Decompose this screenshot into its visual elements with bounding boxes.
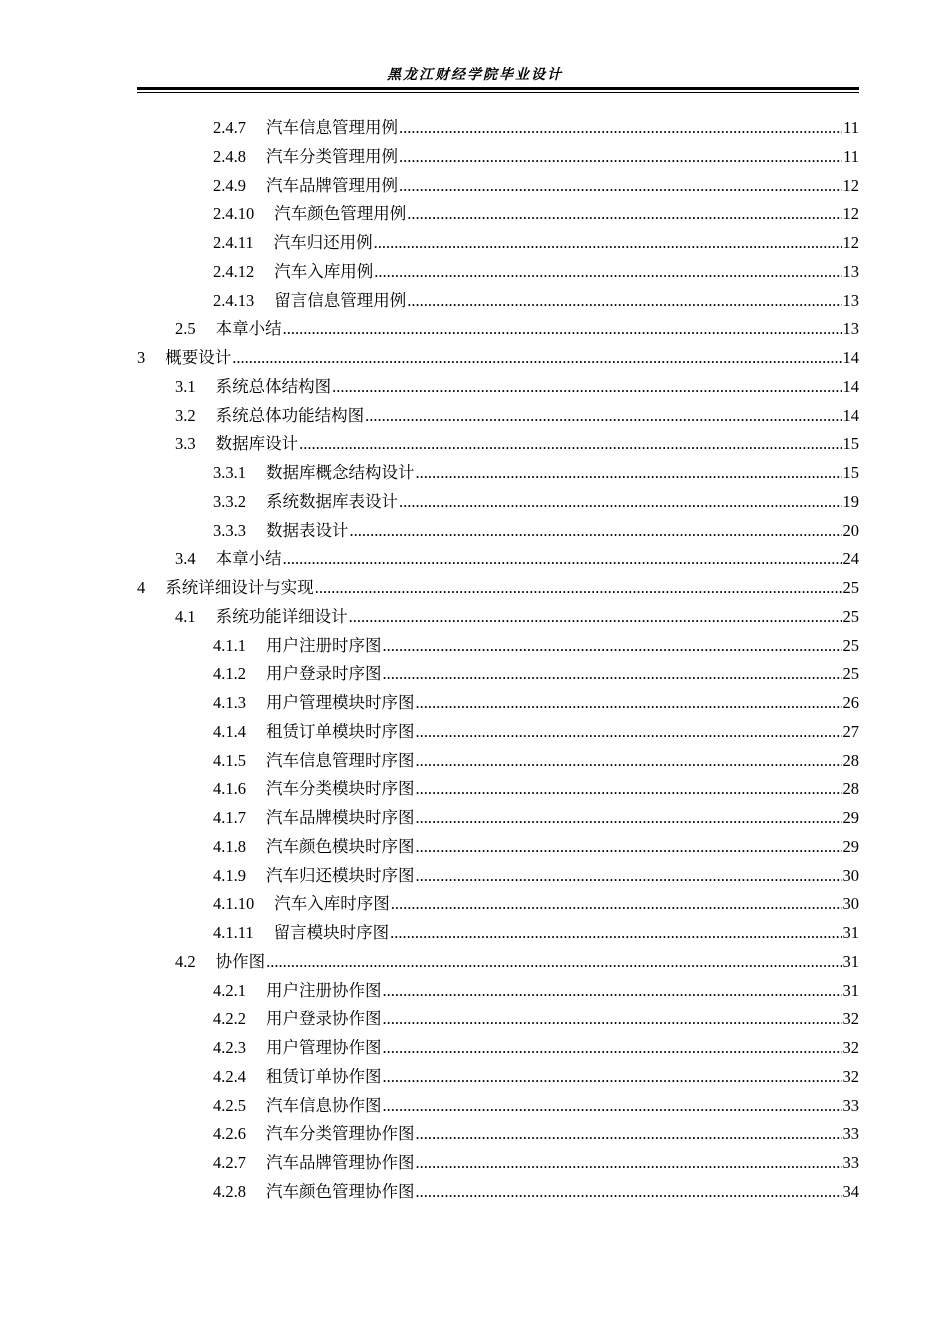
toc-leader-dots xyxy=(399,488,842,516)
toc-entry-page-number: 14 xyxy=(842,405,859,425)
toc-entry-title: 数据表设计 xyxy=(266,520,349,540)
toc-entry-title: 汽车信息管理用例 xyxy=(266,118,398,137)
toc-entry-number: 4.1.1 xyxy=(213,635,246,655)
toc-entry-title: 汽车分类模块时序图 xyxy=(266,779,415,799)
toc-entry-title: 本章小结 xyxy=(215,549,282,569)
toc-entry-title: 概要设计 xyxy=(165,348,232,367)
toc-entry[interactable] xyxy=(213,833,859,861)
toc-entry-page-number: 11 xyxy=(843,146,859,166)
toc-entry-title: 数据库概念结构设计 xyxy=(266,463,415,482)
toc-leader-dots xyxy=(416,747,842,775)
toc-entry-title: 系统数据库表设计 xyxy=(266,491,398,511)
toc-entry-number: 4.1.11 xyxy=(213,923,254,942)
toc-entry-page-number: 27 xyxy=(842,721,859,741)
toc-entry[interactable] xyxy=(213,660,859,688)
toc-leader-dots xyxy=(390,919,841,947)
toc-entry-title: 用户注册时序图 xyxy=(266,635,382,655)
toc-entry[interactable] xyxy=(175,545,859,573)
toc-leader-dots xyxy=(416,862,842,890)
toc-entry-page-number: 25 xyxy=(842,635,859,655)
toc-entry[interactable] xyxy=(175,373,859,401)
toc-entry[interactable] xyxy=(213,1178,859,1206)
toc-leader-dots xyxy=(383,660,842,688)
toc-entry-page-number: 11 xyxy=(843,118,859,137)
toc-entry-title: 汽车品牌管理用例 xyxy=(266,175,398,195)
toc-entry[interactable] xyxy=(213,804,859,832)
toc-leader-dots xyxy=(283,545,842,573)
toc-entry-title: 汽车分类管理协作图 xyxy=(266,1124,415,1144)
toc-entry-number: 4.2.8 xyxy=(213,1181,246,1201)
toc-leader-dots xyxy=(266,948,841,976)
toc-entry[interactable] xyxy=(175,430,859,458)
toc-entry-page-number: 28 xyxy=(842,779,859,799)
toc-entry-number: 4.1.6 xyxy=(213,779,246,799)
toc-entry-title: 用户管理模块时序图 xyxy=(266,693,415,712)
toc-leader-dots xyxy=(416,718,842,746)
toc-entry-page-number: 34 xyxy=(842,1181,859,1201)
toc-entry[interactable] xyxy=(213,890,859,918)
toc-entry-title: 汽车入库用例 xyxy=(274,261,374,281)
toc-entry-page-number: 13 xyxy=(842,290,859,310)
toc-entry[interactable] xyxy=(213,862,859,890)
toc-entry-title: 汽车入库时序图 xyxy=(274,894,390,914)
toc-entry-number: 4.1.2 xyxy=(213,664,246,684)
toc-entry-title: 留言信息管理用例 xyxy=(274,290,407,310)
toc-entry-number: 4.1.9 xyxy=(213,865,246,885)
toc-entry[interactable] xyxy=(213,1063,859,1091)
toc-leader-dots xyxy=(374,258,841,286)
toc-entry-number: 2.4.11 xyxy=(213,233,254,252)
toc-entry-number: 4.2.7 xyxy=(213,1153,246,1172)
toc-entry-title: 用户登录时序图 xyxy=(266,664,382,684)
toc-leader-dots xyxy=(383,977,842,1005)
toc-entry[interactable] xyxy=(175,402,859,430)
toc-entry-number: 3.1 xyxy=(175,376,196,396)
toc-entry-page-number: 19 xyxy=(842,491,859,511)
toc-entry-number: 3 xyxy=(137,348,146,367)
toc-entry-title: 汽车归还模块时序图 xyxy=(266,865,415,885)
toc-entry-title: 汽车颜色管理用例 xyxy=(274,204,407,224)
toc-entry-title: 汽车信息协作图 xyxy=(266,1095,382,1115)
toc-entry-title: 汽车颜色管理协作图 xyxy=(266,1181,415,1201)
toc-entry-title: 租赁订单协作图 xyxy=(266,1066,382,1086)
toc-entry-title: 用户登录协作图 xyxy=(266,1009,382,1029)
toc-entry-title: 租赁订单模块时序图 xyxy=(266,721,415,741)
toc-entry[interactable] xyxy=(213,488,859,516)
toc-entry[interactable] xyxy=(213,258,859,286)
toc-leader-dots xyxy=(407,287,841,315)
toc-leader-dots xyxy=(383,1063,842,1091)
toc-entry-page-number: 32 xyxy=(842,1038,859,1057)
toc-leader-dots xyxy=(383,632,842,660)
toc-leader-dots xyxy=(416,459,842,487)
toc-entry-page-number: 32 xyxy=(842,1066,859,1086)
toc-entry-page-number: 13 xyxy=(842,261,859,281)
toc-entry-page-number: 15 xyxy=(842,434,859,454)
toc-entry[interactable] xyxy=(213,172,859,200)
toc-leader-dots xyxy=(399,114,842,142)
header-rule-thick xyxy=(137,87,859,90)
toc-entry-number: 4.1.4 xyxy=(213,721,246,741)
toc-entry[interactable] xyxy=(213,1034,859,1062)
toc-entry-number: 3.4 xyxy=(175,549,196,569)
toc-entry[interactable] xyxy=(213,114,859,142)
toc-entry-number: 4.2.2 xyxy=(213,1009,246,1029)
toc-entry[interactable] xyxy=(213,1120,859,1148)
toc-entry-page-number: 30 xyxy=(842,865,859,885)
toc-entry[interactable] xyxy=(213,689,859,717)
toc-leader-dots xyxy=(383,1092,842,1120)
toc-entry[interactable] xyxy=(213,459,859,487)
toc-leader-dots xyxy=(416,689,842,717)
header-rule-thin xyxy=(137,92,859,93)
toc-entry-page-number: 25 xyxy=(842,578,859,597)
toc-entry-title: 系统总体结构图 xyxy=(215,376,332,396)
toc-entry-title: 用户注册协作图 xyxy=(266,980,382,1000)
toc-leader-dots xyxy=(332,373,841,401)
toc-entry-number: 3.3 xyxy=(175,434,196,454)
toc-entry-number: 4.2.5 xyxy=(213,1095,246,1115)
toc-entry-page-number: 15 xyxy=(842,463,859,482)
toc-entry[interactable] xyxy=(175,603,859,631)
toc-entry-number: 2.4.13 xyxy=(213,290,255,310)
toc-entry[interactable] xyxy=(213,1005,859,1033)
toc-entry-number: 4.2.6 xyxy=(213,1124,246,1144)
toc-entry-number: 4.2.4 xyxy=(213,1066,246,1086)
toc-entry-page-number: 31 xyxy=(842,980,859,1000)
toc-entry[interactable] xyxy=(213,718,859,746)
toc-leader-dots xyxy=(399,143,842,171)
toc-entry-page-number: 31 xyxy=(842,951,859,971)
toc-leader-dots xyxy=(350,517,842,545)
toc-entry-number: 4.1 xyxy=(175,606,196,626)
toc-leader-dots xyxy=(365,402,841,430)
toc-entry[interactable] xyxy=(213,229,859,257)
toc-entry-page-number: 20 xyxy=(842,520,859,540)
toc-leader-dots xyxy=(416,1149,842,1177)
toc-entry-number: 4.1.7 xyxy=(213,808,246,827)
toc-entry-title: 协作图 xyxy=(215,951,266,971)
toc-entry-number: 4.2.1 xyxy=(213,980,246,1000)
toc-entry[interactable] xyxy=(213,200,859,228)
toc-entry-number: 4.1.5 xyxy=(213,750,246,770)
toc-entry-number: 2.4.9 xyxy=(213,175,246,195)
toc-entry-page-number: 30 xyxy=(842,894,859,914)
toc-entry-title: 汽车信息管理时序图 xyxy=(266,750,415,770)
toc-entry-number: 4 xyxy=(137,578,146,597)
toc-entry-number: 4.1.10 xyxy=(213,894,255,914)
toc-entry-page-number: 25 xyxy=(842,664,859,684)
toc-entry-page-number: 24 xyxy=(842,549,859,569)
toc-entry-page-number: 32 xyxy=(842,1009,859,1029)
toc-entry-title: 汽车品牌模块时序图 xyxy=(266,808,415,827)
toc-leader-dots xyxy=(391,890,842,918)
toc-entry-page-number: 12 xyxy=(842,175,859,195)
toc-entry-number: 2.5 xyxy=(175,319,196,339)
toc-entry-title: 数据库设计 xyxy=(215,434,299,454)
toc-entry-page-number: 25 xyxy=(842,606,859,626)
toc-entry-title: 汽车分类管理用例 xyxy=(266,146,398,166)
toc-entry[interactable] xyxy=(213,143,859,171)
toc-entry-title: 留言模块时序图 xyxy=(273,923,390,942)
toc-entry-title: 用户管理协作图 xyxy=(266,1038,382,1057)
toc-leader-dots xyxy=(299,430,841,458)
toc-entry[interactable] xyxy=(213,287,859,315)
toc-entry-page-number: 12 xyxy=(842,204,859,224)
toc-entry-title: 汽车品牌管理协作图 xyxy=(266,1153,415,1172)
toc-entry[interactable] xyxy=(213,632,859,660)
toc-entry-page-number: 13 xyxy=(842,319,859,339)
toc-entry-page-number: 14 xyxy=(842,376,859,396)
toc-entry-number: 3.3.3 xyxy=(213,520,246,540)
toc-entry[interactable] xyxy=(213,977,859,1005)
toc-entry[interactable] xyxy=(213,747,859,775)
toc-entry[interactable] xyxy=(137,574,859,602)
toc-entry-title: 系统详细设计与实现 xyxy=(165,578,314,597)
toc-entry-page-number: 14 xyxy=(842,348,859,367)
toc-entry-number: 4.2 xyxy=(175,951,196,971)
toc-entry-title: 本章小结 xyxy=(215,319,282,339)
toc-entry[interactable] xyxy=(213,919,859,947)
toc-entry-page-number: 33 xyxy=(842,1095,859,1115)
toc-leader-dots xyxy=(383,1034,842,1062)
toc-entry[interactable] xyxy=(137,344,859,372)
toc-entry-title: 系统总体功能结构图 xyxy=(215,405,365,425)
toc-entry-number: 3.3.1 xyxy=(213,463,246,482)
toc-leader-dots xyxy=(315,574,842,602)
toc-entry-page-number: 29 xyxy=(842,808,859,827)
toc-entry-number: 3.3.2 xyxy=(213,491,246,511)
toc-entry-title: 系统功能详细设计 xyxy=(215,606,348,626)
toc-entry-number: 4.1.8 xyxy=(213,836,246,856)
toc-leader-dots xyxy=(232,344,841,372)
toc-entry-number: 2.4.12 xyxy=(213,261,255,281)
toc-leader-dots xyxy=(399,172,842,200)
toc-leader-dots xyxy=(407,200,841,228)
toc-entry-page-number: 12 xyxy=(842,233,859,252)
toc-entry[interactable] xyxy=(213,1149,859,1177)
toc-entry-page-number: 33 xyxy=(842,1153,859,1172)
toc-entry-number: 4.2.3 xyxy=(213,1038,246,1057)
toc-leader-dots xyxy=(349,603,842,631)
toc-leader-dots xyxy=(374,229,842,257)
toc-entry[interactable] xyxy=(213,517,859,545)
toc-entry-page-number: 31 xyxy=(842,923,859,942)
toc-entry[interactable] xyxy=(175,315,859,343)
toc-leader-dots xyxy=(283,315,842,343)
toc-entry-number: 3.2 xyxy=(175,405,196,425)
toc-entry-page-number: 28 xyxy=(842,750,859,770)
toc-leader-dots xyxy=(416,775,842,803)
toc-leader-dots xyxy=(416,1178,842,1206)
toc-entry-title: 汽车颜色模块时序图 xyxy=(266,836,415,856)
toc-leader-dots xyxy=(416,1120,842,1148)
toc-entry-page-number: 26 xyxy=(842,693,859,712)
toc-entry-number: 4.1.3 xyxy=(213,693,246,712)
toc-entry-number: 2.4.10 xyxy=(213,204,255,224)
toc-entry-number: 2.4.8 xyxy=(213,146,246,166)
toc-entry[interactable] xyxy=(213,775,859,803)
toc-leader-dots xyxy=(383,1005,842,1033)
toc-entry-page-number: 29 xyxy=(842,836,859,856)
toc-entry[interactable] xyxy=(175,948,859,976)
toc-entry-page-number: 33 xyxy=(842,1124,859,1144)
toc-entry-number: 2.4.7 xyxy=(213,118,246,137)
toc-entry-title: 汽车归还用例 xyxy=(273,233,373,252)
page-header-title: 黑龙江财经学院毕业设计 xyxy=(387,67,563,83)
toc-leader-dots xyxy=(416,833,842,861)
toc-entry[interactable] xyxy=(213,1092,859,1120)
toc-leader-dots xyxy=(416,804,842,832)
